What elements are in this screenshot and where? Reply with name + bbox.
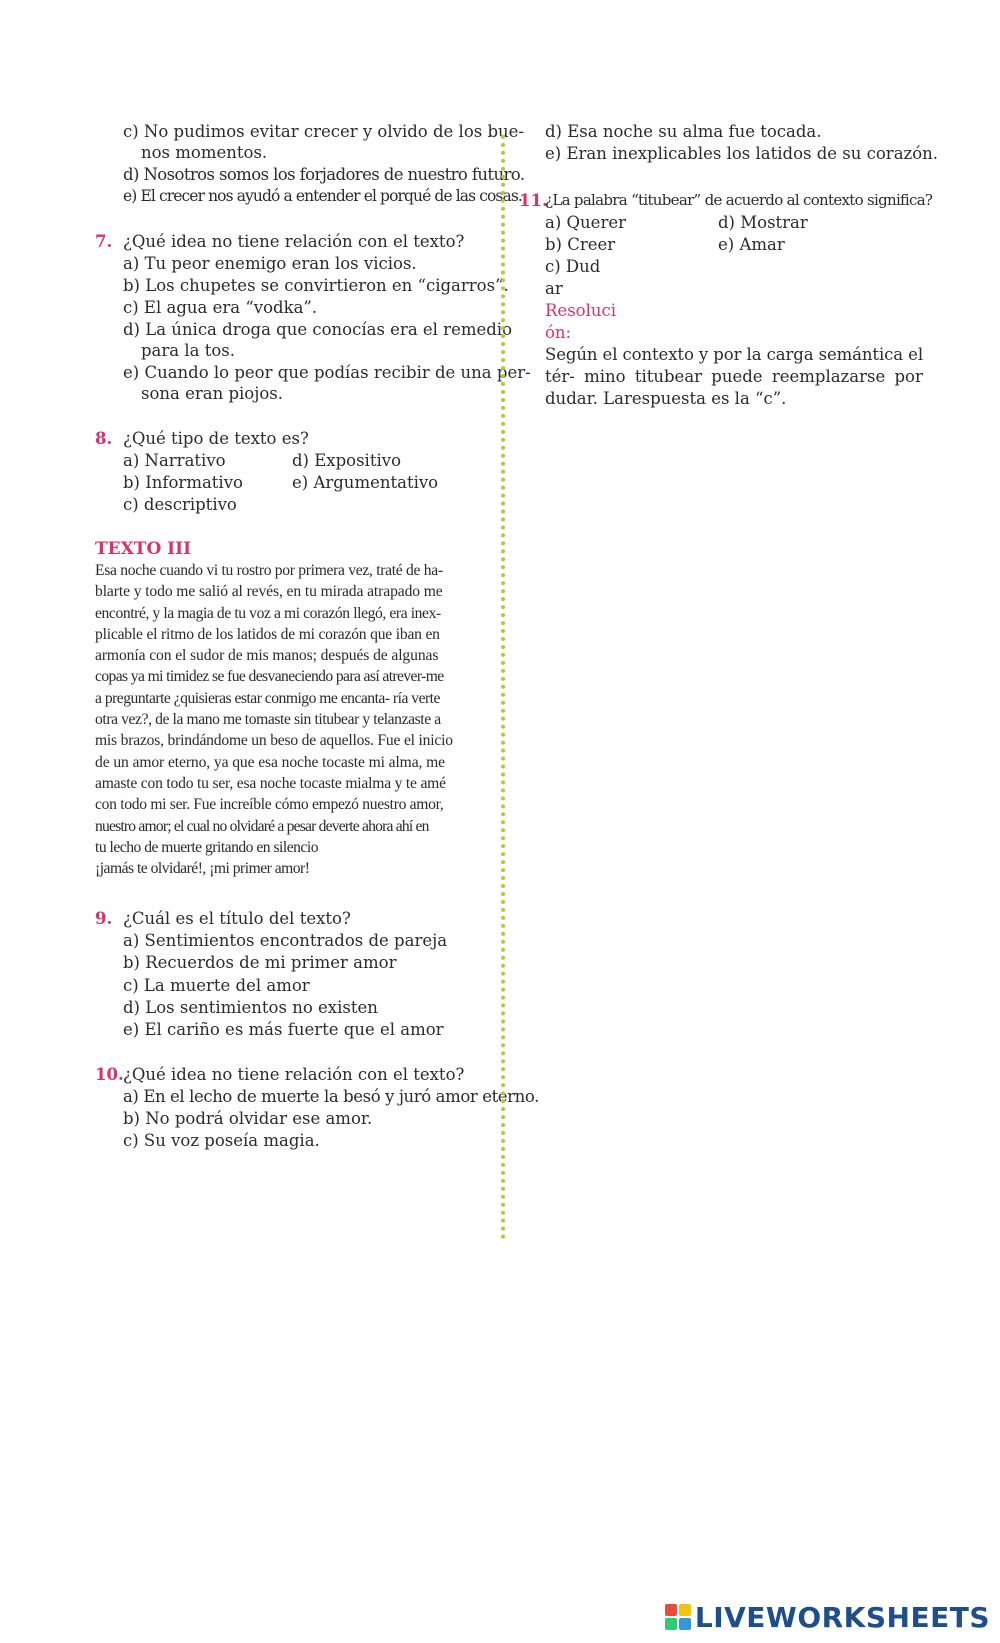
passage-line: copas ya mi timidez se fue desvaneciendo para así atrever-me: [95, 668, 444, 686]
option-b: b) Informativo: [123, 473, 243, 492]
option-line: c) La muerte del amor: [123, 976, 310, 995]
passage-line: blarte y todo me salió al revés, en tu mirada atrapado me: [95, 583, 443, 601]
passage-line: mis brazos, brindándome un beso de aquellos. Fue el inicio: [95, 732, 453, 750]
question-number: 9.: [95, 909, 113, 928]
passage-line: ¡jamás te olvidaré!, ¡mi primer amor!: [95, 860, 310, 878]
option-line: nos momentos.: [141, 143, 268, 162]
option-c: c) Dud: [545, 257, 601, 276]
passage-line: nuestro amor; el cual no olvidaré a pesar deverte ahora ahí en: [95, 817, 429, 835]
option-d: d) Mostrar: [718, 213, 808, 232]
option-line: a) En el lecho de muerte la besó y juró amor eterno.: [123, 1087, 539, 1106]
column-divider: [501, 135, 505, 1240]
question-text: ¿La palabra “titubear” de acuerdo al contexto significa?: [545, 191, 933, 209]
option-line: d) Esa noche su alma fue tocada.: [545, 122, 822, 141]
option-c: c) descriptivo: [123, 495, 237, 514]
logo-mark-icon: [665, 1604, 691, 1630]
question-number: 7.: [95, 232, 113, 251]
option-d: d) Expositivo: [292, 451, 401, 470]
option-line: c) Su voz poseía magia.: [123, 1131, 320, 1150]
passage-line: tu lecho de muerte gritando en silencio: [95, 838, 318, 856]
option-line: para la tos.: [141, 341, 236, 360]
option-line: e) El crecer nos ayudó a entender el porqué de las cosas.: [123, 187, 522, 205]
passage-line: de un amor eterno, ya que esa noche tocaste mi alma, me: [95, 753, 445, 771]
question-text: ¿Cuál es el título del texto?: [123, 909, 351, 928]
resolution-label: ón:: [545, 323, 572, 342]
option-line: sona eran piojos.: [141, 384, 284, 403]
passage-line: otra vez?, de la mano me tomaste sin titubear y telanzaste a: [95, 711, 441, 729]
option-line: d) La única droga que conocías era el remedio: [123, 320, 513, 339]
option-line: d) Nosotros somos los forjadores de nuestro futuro.: [123, 165, 525, 184]
option-a: a) Narrativo: [123, 451, 226, 470]
option-e: e) Argumentativo: [292, 473, 439, 492]
passage-line: encontré, y la magia de tu voz a mi corazón llegó, era inex-: [95, 604, 441, 622]
option-b: b) Creer: [545, 235, 616, 254]
liveworksheets-logo: [665, 1599, 990, 1635]
option-line: b) Los chupetes se convirtieron en “cigarros”.: [123, 276, 509, 295]
question-number: 11.: [519, 191, 548, 210]
option-line: b) Recuerdos de mi primer amor: [123, 953, 397, 972]
option-a: a) Querer: [545, 213, 626, 232]
resolution-text: tér- mino titubear puede reemplazarse por: [545, 367, 923, 386]
question-text: ¿Qué idea no tiene relación con el texto?: [123, 1065, 465, 1084]
question-text: ¿Qué idea no tiene relación con el texto?: [123, 232, 465, 251]
resolution-text: dudar. Larespuesta es la “c”.: [545, 389, 787, 408]
option-line: c) No pudimos evitar crecer y olvido de los bue-: [123, 122, 524, 141]
resolution-text: Según el contexto y por la carga semántica el: [545, 345, 924, 364]
option-line: e) Eran inexplicables los latidos de su corazón.: [545, 144, 939, 163]
passage-line: amaste con todo tu ser, esa noche tocaste mialma y te amé: [95, 774, 446, 792]
passage-line: plicable el ritmo de los latidos de mi corazón que iban en: [95, 625, 440, 643]
section-heading: TEXTO III: [95, 539, 192, 559]
option-line: a) Tu peor enemigo eran los vicios.: [123, 254, 417, 273]
passage-line: a preguntarte ¿quisieras estar conmigo me encanta- ría verte: [95, 689, 440, 707]
question-number: 8.: [95, 429, 113, 448]
passage-line: Esa noche cuando vi tu rostro por primera vez, traté de ha-: [95, 562, 443, 579]
option-line: c) El agua era “vodka”.: [123, 298, 318, 317]
passage-line: con todo mi ser. Fue increíble cómo empezó nuestro amor,: [95, 796, 444, 814]
option-line: b) No podrá olvidar ese amor.: [123, 1109, 373, 1128]
option-e: e) Amar: [718, 235, 785, 254]
option-line: a) Sentimientos encontrados de pareja: [123, 931, 448, 950]
reading-passage: [95, 560, 495, 879]
resolution-label: Resoluci: [545, 301, 617, 320]
option-line: e) El cariño es más fuerte que el amor: [123, 1020, 444, 1039]
option-line: d) Los sentimientos no existen: [123, 998, 378, 1017]
option-line: e) Cuando lo peor que podías recibir de una per-: [123, 363, 531, 382]
option-c-continued: ar: [545, 279, 563, 298]
question-text: ¿Qué tipo de texto es?: [123, 429, 309, 448]
passage-line: armonía con el sudor de mis manos; después de algunas: [95, 647, 439, 665]
brand-text: LIVEWORKSHEETS: [694, 1600, 990, 1634]
question-number: 10.: [95, 1065, 124, 1084]
